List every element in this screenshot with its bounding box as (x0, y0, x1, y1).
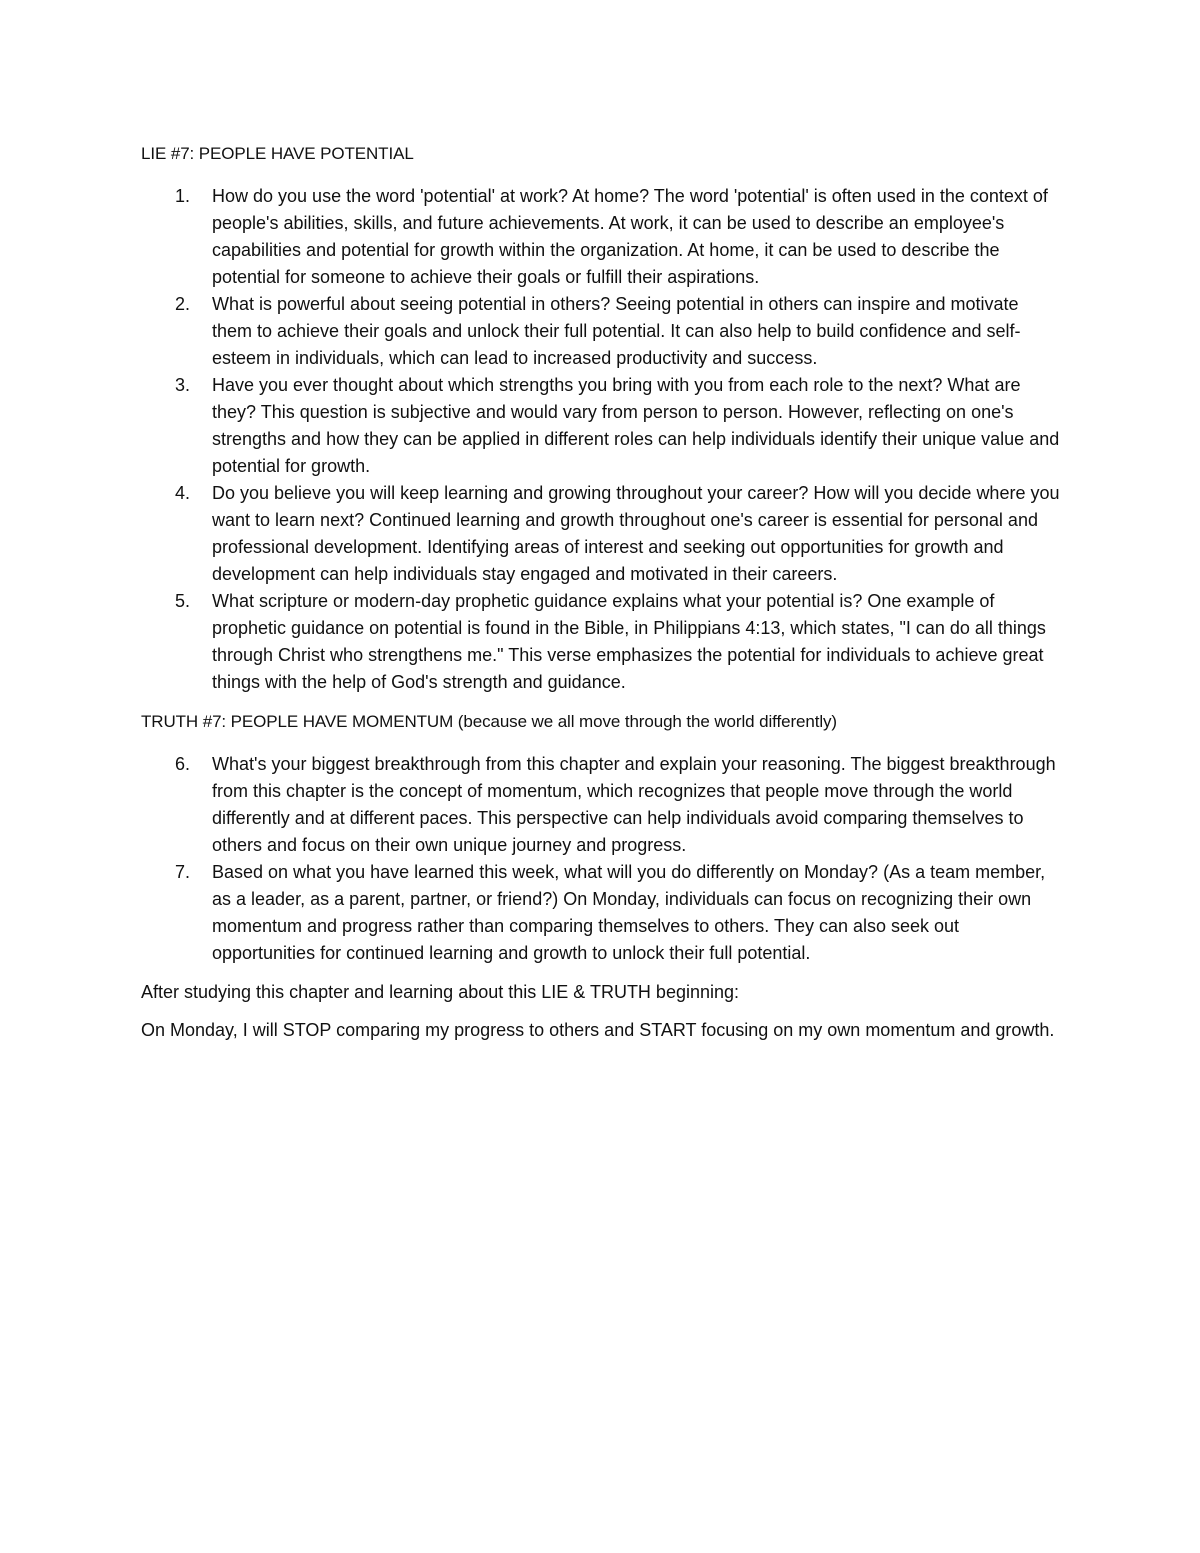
lie-heading: LIE #7: PEOPLE HAVE POTENTIAL (141, 144, 414, 163)
lie-question-list (141, 183, 1061, 696)
list-item-text: Based on what you have learned this week, what will you do differently on Monday? (As a team member, as a leader, as a parent, partner, or friend?) On Monday, individuals can focus on recognizing their own momentum and progress rather than comparing themselves to others. They can also seek out opportunities for continued learning and growth to unlock their full potential. (212, 862, 1046, 963)
list-item (141, 291, 1061, 372)
list-item-text: What scripture or modern-day prophetic guidance explains what your potential is? One example of prophetic guidance on potential is found in the Bible, in Philippians 4:13, which states, "I can do all things through Christ who strengthens me." This verse emphasizes the potential for individuals to achieve great things with the help of God's strength and guidance. (212, 591, 1046, 692)
closing-statement: On Monday, I will STOP comparing my progress to others and START focusing on my own momentum and growth. (141, 1020, 1055, 1040)
document-body (141, 140, 1061, 1055)
list-item-text: How do you use the word 'potential' at work? At home? The word 'potential' is often used in the context of people's abilities, skills, and future achievements. At work, it can be used to describe an employee's capabilities and potential for growth within the organization. At home, it can be used to describe the potential for someone to achieve their goals or fulfill their aspirations. (212, 186, 1048, 287)
list-item-text: Do you believe you will keep learning and growing throughout your career? How will you decide where you want to learn next? Continued learning and growth throughout one's career is essential for personal and professional development. Identifying areas of interest and seeking out opportunities for growth and development can help individuals stay engaged and motivated in their careers. (212, 483, 1060, 584)
truth-question-list (141, 751, 1061, 967)
truth-heading: TRUTH #7: PEOPLE HAVE MOMENTUM (because we all move through the world differently) (141, 712, 837, 731)
list-item (141, 480, 1061, 588)
list-item (141, 183, 1061, 291)
list-item (141, 859, 1061, 967)
list-item-number: 5. (175, 591, 191, 611)
list-item (141, 751, 1061, 859)
list-item-text: Have you ever thought about which strengths you bring with you from each role to the next? What are they? This question is subjective and would vary from person to person. However, reflecting on one's strengths and how they can be applied in different roles can help individuals identify their unique value and potential for growth. (212, 375, 1060, 476)
closing-intro: After studying this chapter and learning about this LIE & TRUTH beginning: (141, 982, 740, 1002)
list-item-number: 7. (175, 862, 191, 882)
list-item (141, 372, 1061, 480)
list-item-number: 3. (175, 375, 191, 395)
list-item-number: 6. (175, 754, 191, 774)
list-item-number: 1. (175, 186, 191, 206)
list-item (141, 588, 1061, 696)
list-item-number: 2. (175, 294, 191, 314)
list-item-text: What is powerful about seeing potential in others? Seeing potential in others can inspire and motivate them to achieve their goals and unlock their full potential. It can also help to build confidence and self-esteem in individuals, which can lead to increased productivity and success. (212, 294, 1021, 368)
list-item-number: 4. (175, 483, 191, 503)
list-item-text: What's your biggest breakthrough from this chapter and explain your reasoning. The biggest breakthrough from this chapter is the concept of momentum, which recognizes that people move through the world differently and at different paces. This perspective can help individuals avoid comparing themselves to others and focus on their own unique journey and progress. (212, 754, 1056, 855)
